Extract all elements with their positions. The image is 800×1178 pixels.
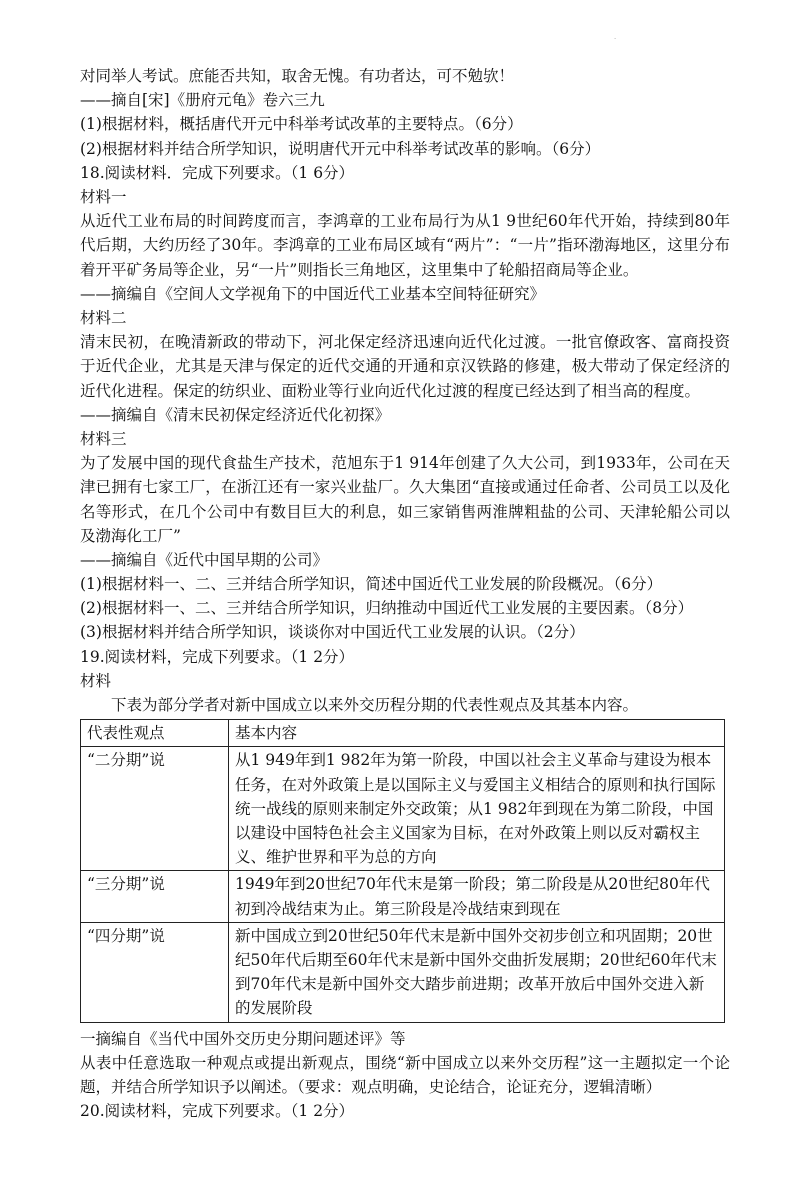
q18-title: 18.阅读材料．完成下列要求。（1 6分） bbox=[80, 163, 355, 182]
table-cell-view: “三分期”说 bbox=[81, 871, 229, 922]
table-cell-content: 新中国成立到20世纪50年代末是新中国外交初步创立和巩固期；20世纪50年代后期至60年代末是新中国外交曲折发展期；20世纪60年代末到70年代末是新中国外交大踏步前进期；改革开放后中国外交进入新的发展阶段 bbox=[229, 922, 725, 1022]
q19-title: 19.阅读材料，完成下列要求。（1 2分） bbox=[80, 647, 355, 666]
q19-task: 从表中任意选取一种观点或提出新观点，围绕“新中国成立以来外交历程”这一主题拟定一个论题，并结合所学知识予以阐述。（要求：观点明确，史论结合，论证充分，逻辑清晰） bbox=[80, 1053, 730, 1097]
q17-question-2: (2)根据材料并结合所学知识，说明唐代开元中科举考试改革的影响。（6分） bbox=[80, 139, 601, 158]
q18-material-3-text: 为了发展中国的现代食盐生产技术，范旭东于1 914年创建了久大公司，到1933年，公司在天津已拥有七家工厂，在浙江还有一家兴业盐厂。久大集团“直接或通过任命者、公司员工以及化名等形式，在几个公司中有数目巨大的利息，如三家销售两淮牌粗盐的公司、天津轮船公司以及渤海化工厂” bbox=[80, 454, 730, 545]
table-row bbox=[81, 871, 725, 922]
q17-source: ——摘自[宋]《册府元龟》卷六三九 bbox=[80, 91, 325, 110]
table-cell-view: “四分期”说 bbox=[81, 922, 229, 1022]
q18-material-2-text: 清末民初，在晚清新政的带动下，河北保定经济迅速向近代化过渡。一批官僚政客、富商投资于近代企业，尤其是天津与保定的近代交通的开通和京汉铁路的修建，极大带动了保定经济的近代化进程。保定的纺织业、面粉业等行业向近代化过渡的程度已经达到了相当高的程度。 bbox=[80, 333, 730, 400]
q18-question-2: (2)根据材料一、二、三并结合所学知识，归纳推动中国近代工业发展的主要因素。（8分） bbox=[80, 599, 694, 618]
q18-material-1-source: ——摘编自《空间人文学视角下的中国近代工业基本空间特征研究》 bbox=[80, 284, 546, 303]
q19-intro: 下表为部分学者对新中国成立以来外交历程分期的代表性观点及其基本内容。 bbox=[111, 696, 639, 715]
table-cell-content: 从1 949年到1 982年为第一阶段，中国以社会主义革命与建设为根本任务，在对外政策上是以国际主义与爱国主义相结合的原则和执行国际统一战线的原则来制定外交政策；从1 982年到现在为第二阶段，中国以建设中国特色社会主义国家为目标，在对外政策上则以反对霸权主义、维护世界和平为总的方向 bbox=[229, 747, 725, 871]
q18-material-2-label: 材料二 bbox=[80, 308, 127, 327]
q18-material-1-label: 材料一 bbox=[80, 187, 127, 206]
table-header-content: 基本内容 bbox=[229, 720, 725, 747]
table-row bbox=[81, 747, 725, 871]
table-header-row bbox=[81, 720, 725, 747]
exam-page bbox=[80, 64, 730, 1123]
q18-question-3: (3)根据材料并结合所学知识，谈谈你对中国近代工业发展的认识。（2分） bbox=[80, 623, 585, 642]
table-cell-content: 1949年到20世纪70年代末是第一阶段；第二阶段是从20世纪80年代初到冷战结束为止。第三阶段是冷战结束到现在 bbox=[229, 871, 725, 922]
q19-material-label: 材料 bbox=[80, 671, 112, 690]
q18-material-3-label: 材料三 bbox=[80, 429, 127, 448]
q18-material-3-source: ——摘编自《近代中国早期的公司》 bbox=[80, 550, 329, 569]
views-table bbox=[80, 719, 725, 1022]
q19-source: 一摘编自《当代中国外交历史分期问题述评》等 bbox=[80, 1029, 406, 1048]
q18-material-2-source: ——摘编自《清末民初保定经济近代化初探》 bbox=[80, 405, 391, 424]
table-header-view: 代表性观点 bbox=[81, 720, 229, 747]
q18-material-1-text: 从近代工业布局的时间跨度而言，李鸿章的工业布局行为从1 9世纪60年代开始，持续到80年代后期，大约历经了30年。李鸿章的工业布局区域有“两片”：“一片”指环渤海地区，这里分布着开平矿务局等企业，另“一片”则指长三角地区，这里集中了轮船招商局等企业。 bbox=[80, 212, 730, 279]
q17-question-1: (1)根据材料，概括唐代开元中科举考试改革的主要特点。（6分） bbox=[80, 115, 523, 134]
q17-quote-end: 对同举人考试。庶能否共知，取舍无愧。有功者达，可不勉欤！ bbox=[80, 67, 515, 85]
table-cell-view: “二分期”说 bbox=[81, 747, 229, 871]
q18-question-1: (1)根据材料一、二、三并结合所学知识，简述中国近代工业发展的阶段概况。（6分） bbox=[80, 575, 663, 594]
table-row bbox=[81, 922, 725, 1022]
scan-dot: · bbox=[614, 36, 616, 43]
q20-title: 20.阅读材料，完成下列要求。（1 2分） bbox=[80, 1102, 355, 1121]
